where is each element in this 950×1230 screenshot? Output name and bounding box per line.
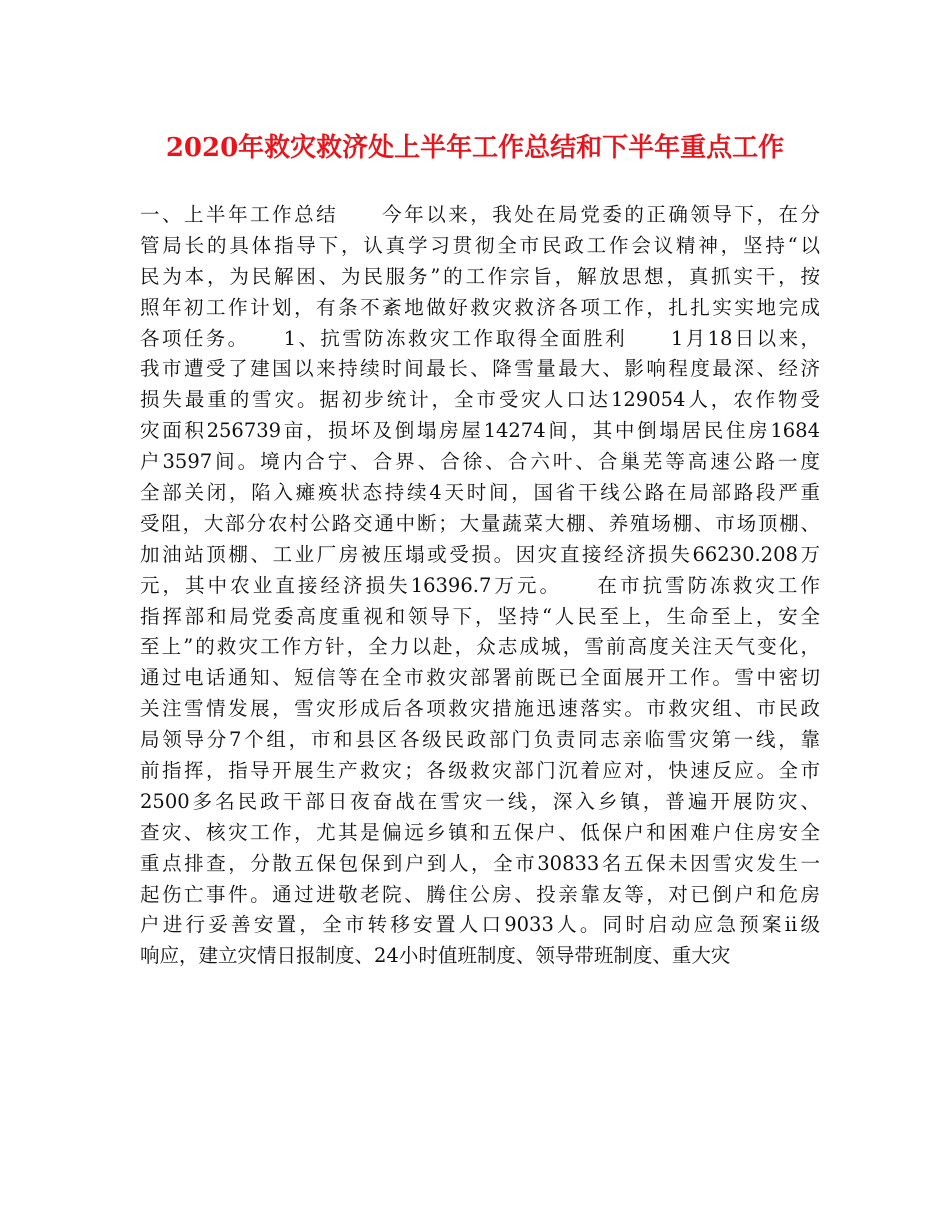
document-title: 2020年救灾救济处上半年工作总结和下半年重点工作 — [165, 133, 785, 163]
body-line: 查灾、核灾工作，尤其是偏远乡镇和五保户、低保户和困难户住房安全 — [140, 820, 820, 844]
document-body — [140, 200, 820, 972]
body-line: 损失最重的雪灾。据初步统计，全市受灾人口达129054人，农作物受 — [140, 388, 820, 412]
body-line: 2500多名民政干部日夜奋战在雪灾一线，深入乡镇，普遍开展防灾、 — [140, 789, 820, 813]
body-line: 灾面积256739亩，损坏及倒塌房屋14274间，其中倒塌居民住房1684 — [140, 419, 820, 443]
body-line: 管局长的具体指导下，认真学习贯彻全市民政工作会议精神，坚持“以 — [140, 233, 820, 257]
body-line: 通过电话通知、短信等在全市救灾部署前既已全面展开工作。雪中密切 — [140, 666, 820, 690]
body-line: 各项任务。 1、抗雪防冻救灾工作取得全面胜利 1月18日以来， — [140, 326, 820, 350]
body-line: 民为本，为民解困、为民服务”的工作宗旨，解放思想，真抓实干，按 — [140, 264, 820, 288]
body-line: 照年初工作计划，有条不紊地做好救灾救济各项工作，扎扎实实地完成 — [140, 295, 820, 319]
body-line: 至上”的救灾工作方针，全力以赴，众志成城，雪前高度关注天气变化， — [140, 635, 820, 659]
body-line: 起伤亡事件。通过进敬老院、腾住公房、投亲靠友等，对已倒户和危房 — [140, 882, 820, 906]
body-line: 户进行妥善安置，全市转移安置人口9033人。同时启动应急预案ii级 — [140, 913, 820, 937]
body-line: 重点排查，分散五保包保到户到人，全市30833名五保未因雪灾发生一 — [140, 851, 820, 875]
body-line: 元，其中农业直接经济损失16396.7万元。 在市抗雪防冻救灾工作 — [140, 573, 820, 597]
body-line: 局领导分7个组，市和县区各级民政部门负责同志亲临雪灾第一线，靠 — [140, 728, 820, 752]
body-line: 受阻，大部分农村公路交通中断；大量蔬菜大棚、养殖场棚、市场顶棚、 — [140, 511, 820, 535]
body-line: 前指挥，指导开展生产救灾；各级救灾部门沉着应对，快速反应。全市 — [140, 759, 820, 783]
body-line: 户3597间。境内合宁、合界、合徐、合六叶、合巢芜等高速公路一度 — [140, 450, 820, 474]
body-line: 关注雪情发展，雪灾形成后各项救灾措施迅速落实。市救灾组、市民政 — [140, 697, 820, 721]
body-line: 一、上半年工作总结 今年以来，我处在局党委的正确领导下，在分 — [140, 203, 820, 226]
body-line: 全部关闭，陷入瘫痪状态持续4天时间，国省干线公路在局部路段严重 — [140, 481, 820, 505]
body-line: 加油站顶棚、工业厂房被压塌或受损。因灾直接经济损失66230.208万 — [140, 542, 820, 566]
body-line: 指挥部和局党委高度重视和领导下，坚持“人民至上，生命至上，安全 — [140, 604, 820, 628]
body-line: 响应，建立灾情日报制度、24小时值班制度、领导带班制度、重大灾 — [140, 944, 731, 968]
body-line: 我市遭受了建国以来持续时间最长、降雪量最大、影响程度最深、经济 — [140, 357, 820, 381]
